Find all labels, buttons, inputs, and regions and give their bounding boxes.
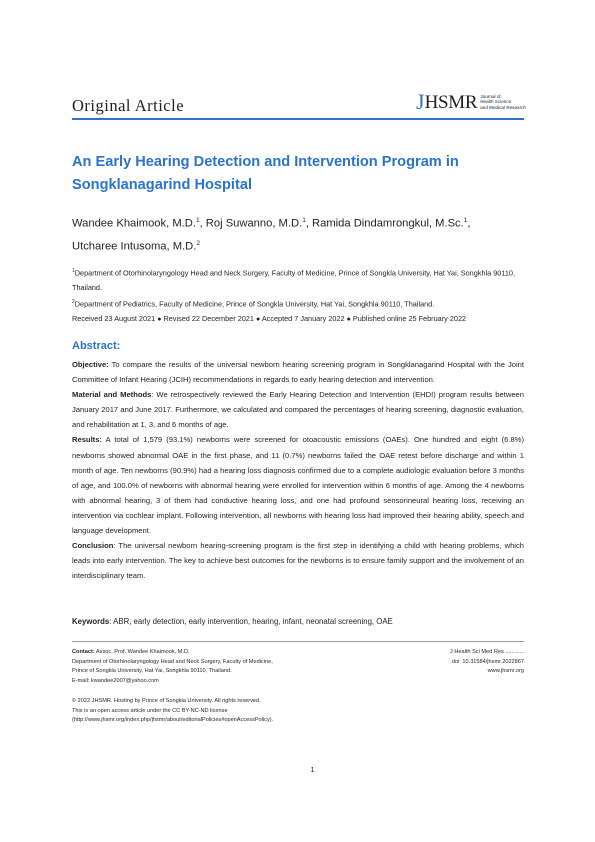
publication-dates: Received 23 August 2021 ● Revised 22 December 2021 ● Accepted 7 January 2022 ● Published online 25 February 2022 xyxy=(72,314,467,324)
journal-website: www.jhsmr.org xyxy=(487,668,524,675)
title-line-1: An Early Hearing Detection and Intervention Program in xyxy=(72,154,459,170)
bullet-icon: ● xyxy=(157,316,162,324)
contact-info: Contact: Assoc. Prof. Wandee Khaimook, M.D. Department of Otorhinolaryngology Head and Neck Surgery, Faculty of Medicine, Prince of Songkla University, Hat Yai, Songkhla 90110, Thailand. E-mail: kwandee2007@yahoo.com xyxy=(72,648,372,686)
abstract-body xyxy=(72,357,524,583)
abstract-results: Results: A total of 1,579 (93.1%) newborns were screened for otoacoustic emissions (OAEs). One hundred and eight (6.8%) newborns showed abnormal OAE in the first phase, and 11 (0.7%) newborns failed the OAE retest before discharge and within 1 month of age. Ten newborns (90.9%) had a hearing loss diagnosis confirmed due to a complete audiologic evaluation before 3 months of age, and 100.0% of newborns with abnormal hearing were enrolled for intervention within 6 months of age. Among the 4 newborns with abnormal hearing, 3 of them had conductive hearing loss, and one had profound sensorineural hearing loss, receiving an intervention via cochlear implant. Following intervention, all newborns with hearing loss had improved their hearing ability, speech and language development. xyxy=(72,435,524,536)
bullet-icon: ● xyxy=(255,316,261,324)
affiliations xyxy=(72,264,532,327)
doi-text: doi: 10.31584/jhsmr.2022867 xyxy=(451,658,524,665)
header-divider xyxy=(72,118,524,120)
license-url: (http://www.jhsmr.org/index.php/jhsmr/about/editorialPolicies#openAccessPolicy). xyxy=(72,717,274,724)
article-title xyxy=(72,151,522,197)
affiliation-item: $^2$Department of Pediatrics, Faculty of Medicine, Prince of Songkla University, Hat Yai, Songkhla 90110, Thailand. xyxy=(72,299,435,309)
logo-letters: HSMR xyxy=(424,91,478,113)
abstract-heading: Abstract: xyxy=(72,340,121,352)
logo-letter-j: J xyxy=(416,89,425,114)
journal-citation: J Health Sci Med Res ............ doi: 10.31584/jhsmr.2022867 www.jhsmr.org xyxy=(400,648,524,677)
page-number: 1 xyxy=(310,765,315,774)
author-name: Ramida Dindamrongkul, M.Sc. xyxy=(312,217,464,230)
abstract-objective: Objective: To compare the results of the universal newborn hearing screening program in Songklanagarind Hospital with the Joint Committee of Infant Hearing (JCIH) recommendations in regards to early hearing detection and intervention. xyxy=(72,360,524,385)
keywords: Keywords: ABR, early detection, early intervention, hearing, infant, neonatal screening, OAE xyxy=(72,617,393,626)
abstract-methods: Material and Methods: We retrospectively reviewed the Early Hearing Detection and Intervention (EHDI) program results between January 2017 and June 2017. Furthermore, we calculated and compared the percentages of hearing screening, diagnostic evaluation, and rehabilitation at 1, 3, and 6 months of age. xyxy=(72,390,524,430)
author-name: Wandee Khaimook, M.D. xyxy=(72,217,196,230)
author-name: Roj Suwanno, M.D. xyxy=(205,217,303,230)
journal-logo xyxy=(416,91,526,113)
bullet-icon: ● xyxy=(346,316,351,324)
author-list: Wandee Khaimook, M.D.$^1$, Roj Suwanno, M.D.$^1$, Ramida Dindamrongkul, M.Sc.$^1$, Utcharee Intusoma, M.D.$^2$ xyxy=(72,217,471,253)
affiliation-item: $^1$Department of Otorhinolaryngology Head and Neck Surgery, Faculty of Medicine, Prince of Songkla University, Hat Yai, Songkhla 90110, Thailand. xyxy=(72,268,515,292)
article-type-label: Original Article xyxy=(72,96,185,115)
title-line-2: Songklanagarind Hospital xyxy=(72,177,253,193)
abstract-conclusion: Conclusion: The universal newborn hearing-screening program is the first step in identifying a child with hearing problems, which leads into early intervention. The key to achieve best outcomes for the newborns is to ensure family support and the involvement of an interdisciplinary team. xyxy=(72,541,524,581)
footer-divider xyxy=(72,641,524,642)
author-name: Utcharee Intusoma, M.D. xyxy=(72,240,197,253)
contact-email: E-mail: kwandee2007@yahoo.com xyxy=(72,677,159,684)
copyright-notice: © 2022 JHSMR. Hosting by Prince of Songkla University. All rights reserved. This is an open access article under the CC BY-NC-ND license (http://www.jhsmr.org/index.php/jhsmr/about/editorialPolicies#openAccessPolicy). xyxy=(72,697,432,726)
logo-subtitle: Journal of Health Science and Medical Research xyxy=(480,93,526,110)
